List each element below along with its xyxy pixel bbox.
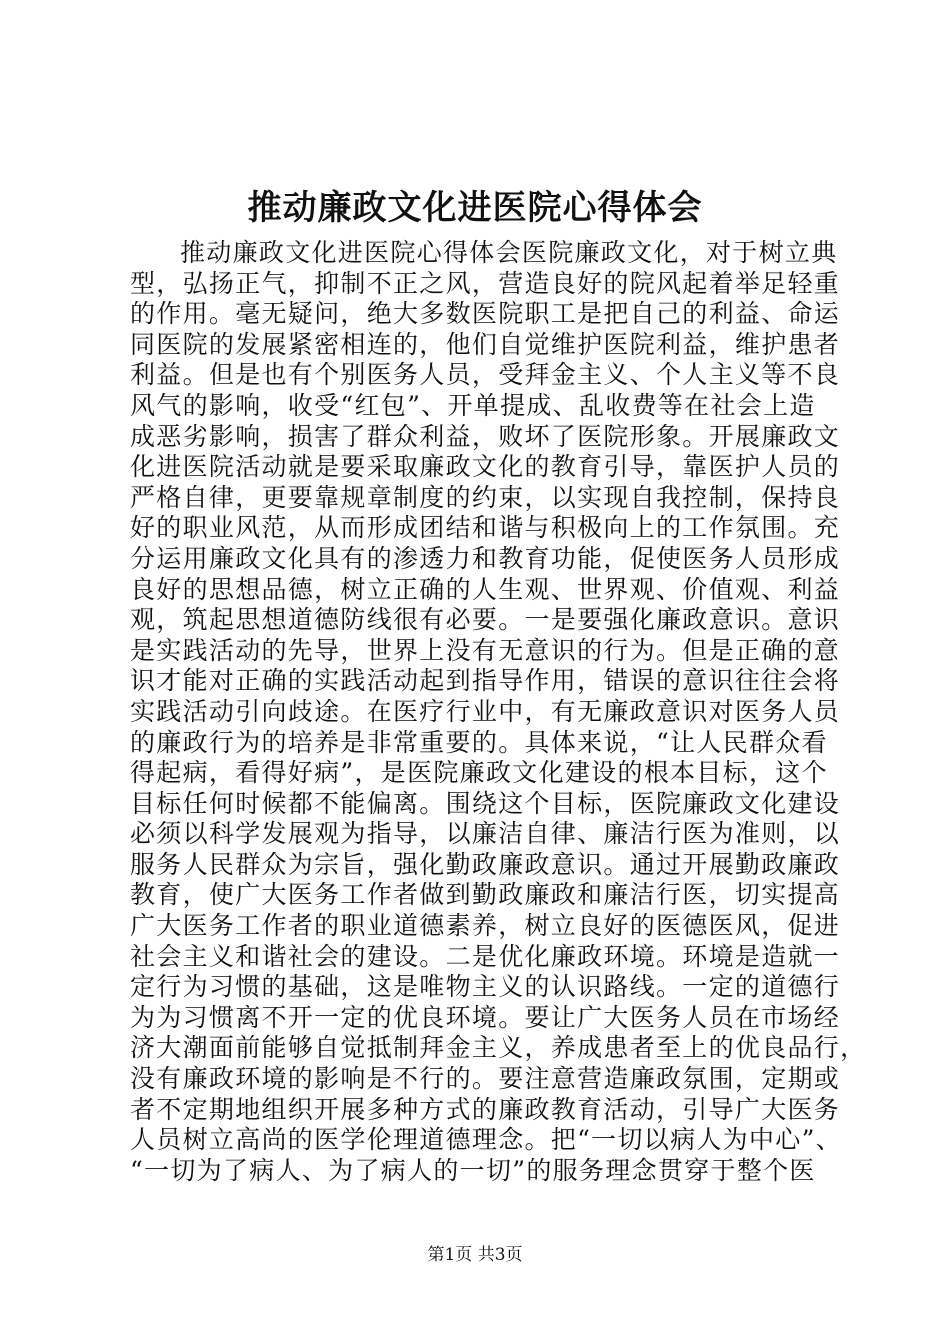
body-line: 人员树立高尚的医学伦理道德理念。把“一切以病人为中心”、 <box>130 1125 842 1155</box>
body-line: 目标任何时候都不能偏离。围绕这个目标，医院廉政文化建设 <box>130 788 841 818</box>
body-line: 者不定期地组织开展多种方式的廉政教育活动，引导广大医务 <box>130 1094 841 1124</box>
body-line: 实践活动引向歧途。在医疗行业中，有无廉政意识对医务人员 <box>130 696 841 726</box>
body-line: 型，弘扬正气，抑制不正之风，营造良好的院风起着举足轻重 <box>130 268 841 298</box>
body-line: 教育，使广大医务工作者做到勤政廉政和廉洁行医，切实提高 <box>130 880 841 910</box>
body-line: 严格自律，更要靠规章制度的约束，以实现自我控制，保持良 <box>130 482 841 512</box>
body-line: 得起病，看得好病”，是医院廉政文化建设的根本目标，这个 <box>130 758 828 788</box>
body-line: 济大潮面前能够自觉抵制拜金主义，养成患者至上的优良品行， <box>130 1033 867 1063</box>
body-line: 社会主义和谐社会的建设。二是优化廉政环境。环境是造就一 <box>130 941 841 971</box>
body-line: 服务人民群众为宗旨，强化勤政廉政意识。通过开展勤政廉政 <box>130 849 841 879</box>
body-line: 化进医院活动就是要采取廉政文化的教育引导，靠医护人员的 <box>130 452 841 482</box>
body-line: 没有廉政环境的影响是不行的。要注意营造廉政氛围，定期或 <box>130 1064 841 1094</box>
body-line: 成恶劣影响，损害了群众利益，败坏了医院形象。开展廉政文 <box>130 421 841 451</box>
body-line: 推动廉政文化进医院心得体会医院廉政文化，对于树立典 <box>180 238 838 267</box>
body-line: 风气的影响，收受“红包”、开单提成、乱收费等在社会上造 <box>130 390 816 420</box>
body-text <box>130 238 867 1186</box>
body-line: “一切为了病人、为了病人的一切”的服务理念贯穿于整个医 <box>130 1155 816 1185</box>
body-line: 是实践活动的先导，世界上没有无意识的行为。但是正确的意 <box>130 635 841 665</box>
body-line: 同医院的发展紧密相连的，他们自觉维护医院利益，维护患者 <box>130 329 841 359</box>
body-line: 好的职业风范，从而形成团结和谐与积极向上的工作氛围。充 <box>130 513 841 543</box>
body-line: 为为习惯离不开一定的优良环境。要让广大医务人员在市场经 <box>130 1002 841 1032</box>
body-line: 广大医务工作者的职业道德素养，树立良好的医德医风，促进 <box>130 911 841 941</box>
page-title: 推动廉政文化进医院心得体会 <box>247 188 703 228</box>
body-line: 分运用廉政文化具有的渗透力和教育功能，促使医务人员形成 <box>130 543 841 573</box>
body-line: 必须以科学发展观为指导，以廉洁自律、廉洁行医为准则，以 <box>130 819 841 849</box>
body-line: 利益。但是也有个别医务人员，受拜金主义、个人主义等不良 <box>130 360 841 390</box>
body-line: 观，筑起思想道德防线很有必要。一是要强化廉政意识。意识 <box>130 605 841 635</box>
body-line: 识才能对正确的实践活动起到指导作用，错误的意识往往会将 <box>130 666 841 696</box>
body-line: 的作用。毫无疑问，绝大多数医院职工是把自己的利益、命运 <box>130 299 841 329</box>
page-number: 第1页 共3页 <box>427 1245 523 1265</box>
body-line: 良好的思想品德，树立正确的人生观、世界观、价值观、利益 <box>130 574 841 604</box>
body-line: 定行为习惯的基础，这是唯物主义的认识路线。一定的道德行 <box>130 972 841 1002</box>
body-line: 的廉政行为的培养是非常重要的。具体来说，“让人民群众看 <box>130 727 828 757</box>
